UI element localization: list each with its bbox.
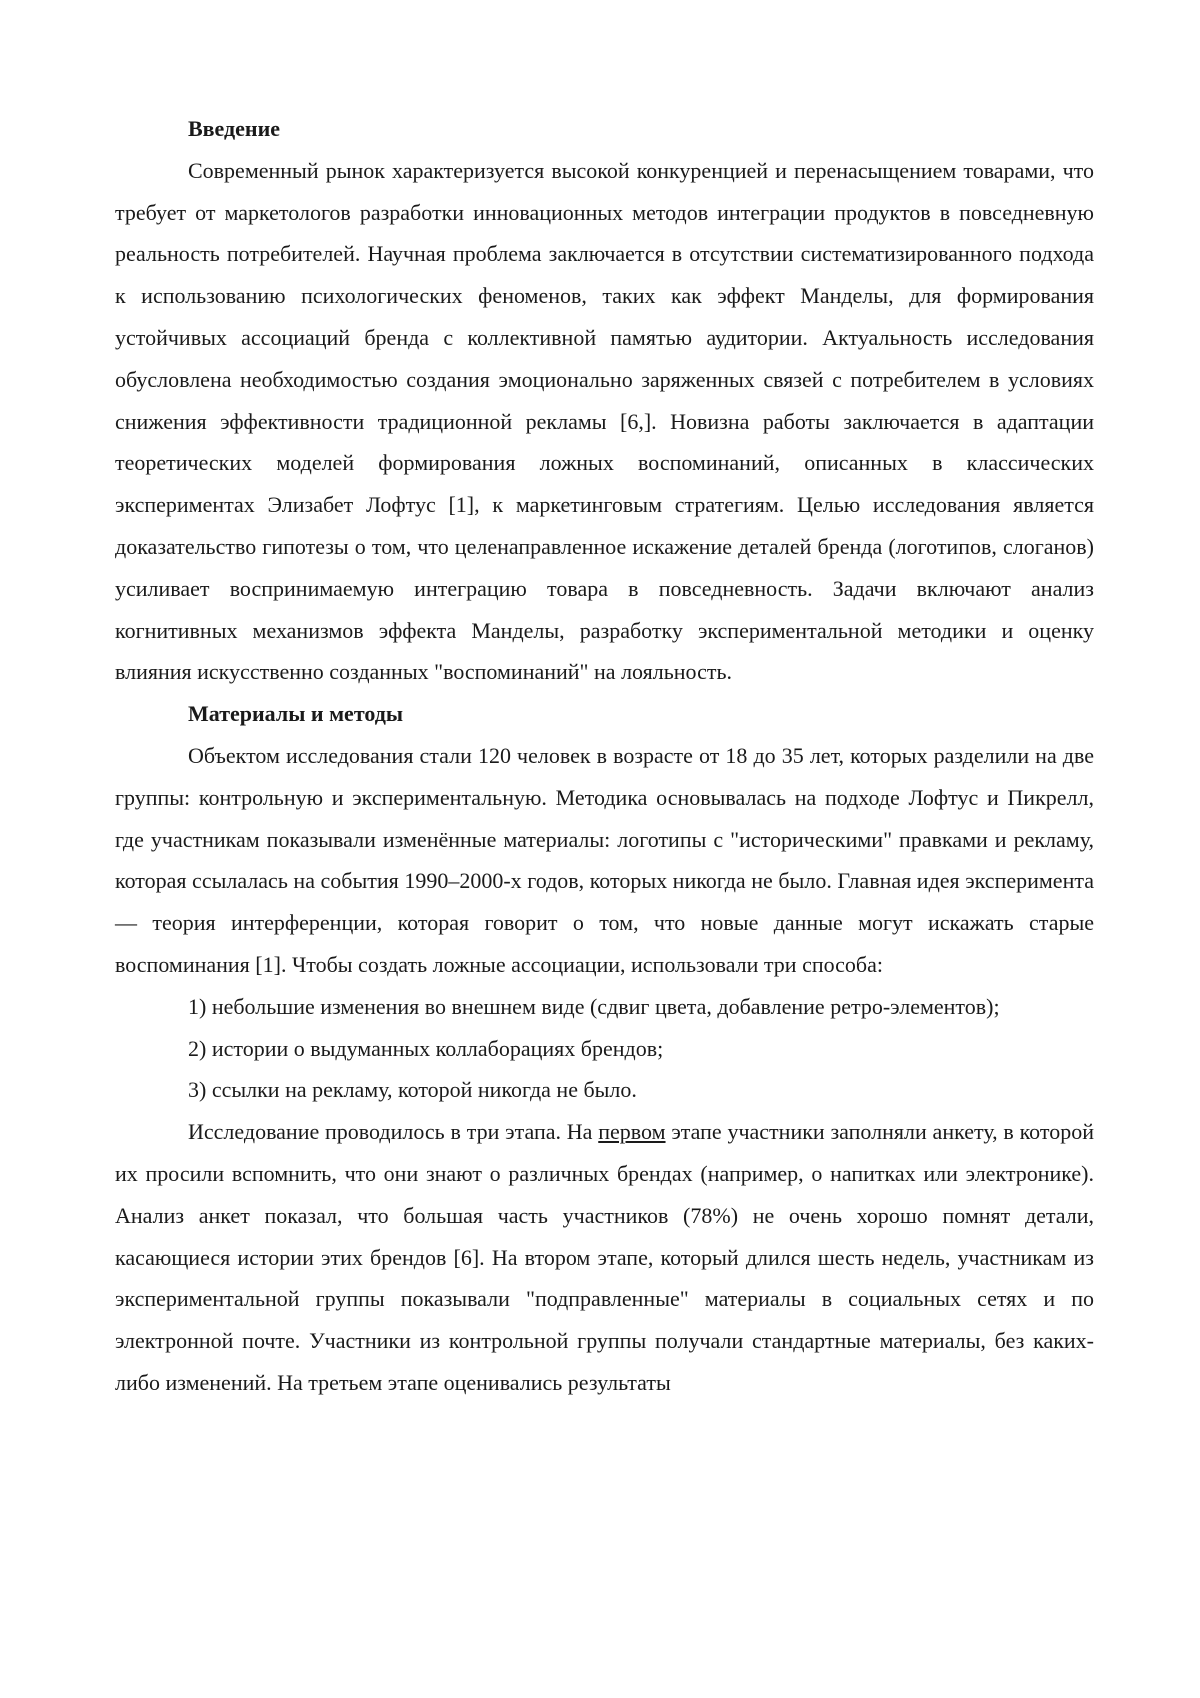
document-page	[115, 108, 1094, 1404]
methods-list-item-1: 1) небольшие изменения во внешнем виде (сдвиг цвета, добавление ретро-элементов);	[115, 986, 1094, 1028]
underlined-word: первом	[598, 1119, 665, 1144]
introduction-paragraph: Современный рынок характеризуется высокой конкуренцией и перенасыщением товарами, что требует от маркетологов разработки инновационных методов интеграции продуктов в повседневную реальность потребителей. Научная проблема заключается в отсутствии систематизированного подхода к использованию психологических феноменов, таких как эффект Манделы, для формирования устойчивых ассоциаций бренда с коллективной памятью аудитории. Актуальность исследования обусловлена необходимостью создания эмоционально заряженных связей с потребителем в условиях снижения эффективности традиционной рекламы [6,]. Новизна работы заключается в адаптации теоретических моделей формирования ложных воспоминаний, описанных в классических экспериментах Элизабет Лофтус [1], к маркетинговым стратегиям. Целью исследования является доказательство гипотезы о том, что целенаправленное искажение деталей бренда (логотипов, слоганов) усиливает воспринимаемую интеграцию товара в повседневность. Задачи включают анализ когнитивных механизмов эффекта Манделы, разработку экспериментальной методики и оценку влияния искусственно созданных "воспоминаний" на лояльность.	[115, 150, 1094, 693]
methods-paragraph-2	[115, 1111, 1094, 1404]
introduction-heading: Введение	[115, 108, 1094, 150]
methods-paragraph-2-rest: этапе участники заполняли анкету, в которой их просили вспомнить, что они знают о различных брендах (например, о напитках или электронике). Анализ анкет показал, что большая часть участников (78%) не очень хорошо помнят детали, касающиеся истории этих брендов [6]. На втором этапе, который длился шесть недель, участникам из экспериментальной группы показывали "подправленные" материалы в социальных сетях и по электронной почте. Участники из контрольной группы получали стандартные материалы, без каких-либо изменений. На третьем этапе оценивались результаты	[115, 1119, 1094, 1395]
methods-heading: Материалы и методы	[115, 693, 1094, 735]
methods-list-item-3: 3) ссылки на рекламу, которой никогда не было.	[115, 1069, 1094, 1111]
methods-paragraph-2-start: Исследование проводилось в три этапа. На	[188, 1119, 598, 1144]
methods-paragraph-1: Объектом исследования стали 120 человек в возрасте от 18 до 35 лет, которых разделили на две группы: контрольную и экспериментальную. Методика основывалась на подходе Лофтус и Пикрелл, где участникам показывали изменённые материалы: логотипы с "историческими" правками и рекламу, которая ссылалась на события 1990–2000-х годов, которых никогда не было. Главная идея эксперимента — теория интерференции, которая говорит о том, что новые данные могут искажать старые воспоминания [1]. Чтобы создать ложные ассоциации, использовали три способа:	[115, 735, 1094, 986]
methods-list-item-2: 2) истории о выдуманных коллаборациях брендов;	[115, 1028, 1094, 1070]
